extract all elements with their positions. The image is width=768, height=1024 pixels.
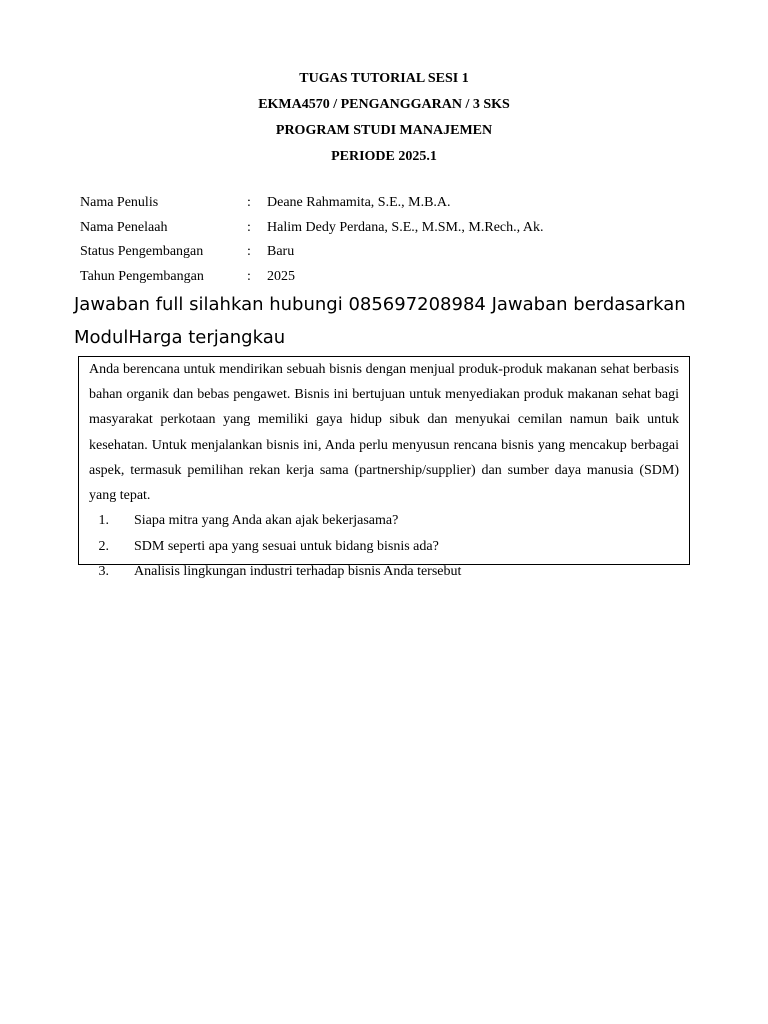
- document-meta-table: [80, 191, 543, 290]
- document-header: [0, 66, 768, 170]
- header-program: PROGRAM STUDI MANAJEMEN: [275, 123, 493, 138]
- meta-label: Nama Penelaah: [80, 219, 168, 235]
- header-title: TUGAS TUTORIAL SESI 1: [299, 71, 469, 86]
- question-item: [89, 534, 679, 560]
- question-list: [89, 508, 679, 585]
- case-box: [78, 356, 690, 580]
- case-paragraph: Anda berencana untuk mendirikan sebuah bisnis dengan menjual produk-produk makanan sehat berbasis bahan organik dan bebas pengawet. Bisnis ini bertujuan untuk menyediakan produk makanan sehat bagi masyarakat perkotaan yang memiliki gaya hidup sibuk dan menyukai cemilan namun baik untuk kesehatan. Untuk menjalankan bisnis ini, Anda perlu menyusun rencana bisnis yang mencakup berbagai aspek, termasuk pemilihan rekan kerja sama (partnership/supplier) dan sumber daya manusia (SDM) yang tepat.: [89, 362, 679, 504]
- question-number: 3.: [98, 564, 109, 580]
- meta-row-status: [80, 240, 543, 265]
- question-number: 1.: [98, 513, 109, 529]
- meta-row-reviewer: [80, 216, 543, 241]
- notice-line: Jawaban full silahkan hubungi 085697208984 Jawaban berdasarkan: [74, 294, 686, 315]
- meta-separator: :: [247, 195, 251, 210]
- meta-row-author: [80, 191, 543, 216]
- question-text: Analisis lingkungan industri terhadap bisnis Anda tersebut: [134, 564, 462, 580]
- header-course: EKMA4570 / PENGANGGARAN / 3 SKS: [258, 97, 510, 112]
- meta-value: Deane Rahmamita, S.E., M.B.A.: [267, 195, 451, 210]
- meta-separator: :: [247, 269, 251, 285]
- meta-label: Nama Penulis: [80, 195, 159, 210]
- question-item: [89, 508, 679, 534]
- meta-label: Status Pengembangan: [80, 244, 204, 260]
- question-number: 2.: [98, 538, 109, 554]
- header-period: PERIODE 2025.1: [331, 149, 437, 164]
- question-item: [89, 559, 679, 585]
- meta-label: Tahun Pengembangan: [80, 269, 204, 285]
- question-text: Siapa mitra yang Anda akan ajak bekerjasama?: [134, 513, 399, 529]
- meta-separator: :: [247, 244, 251, 260]
- meta-value: Baru: [267, 244, 295, 260]
- notice-line: ModulHarga terjangkau: [74, 327, 286, 348]
- meta-row-year: [80, 265, 543, 290]
- question-text: SDM seperti apa yang sesuai untuk bidang bisnis ada?: [134, 538, 439, 554]
- contact-notice: [74, 288, 714, 354]
- meta-separator: :: [247, 219, 251, 235]
- meta-value: Halim Dedy Perdana, S.E., M.SM., M.Rech., Ak.: [267, 219, 544, 235]
- meta-value: 2025: [267, 269, 295, 285]
